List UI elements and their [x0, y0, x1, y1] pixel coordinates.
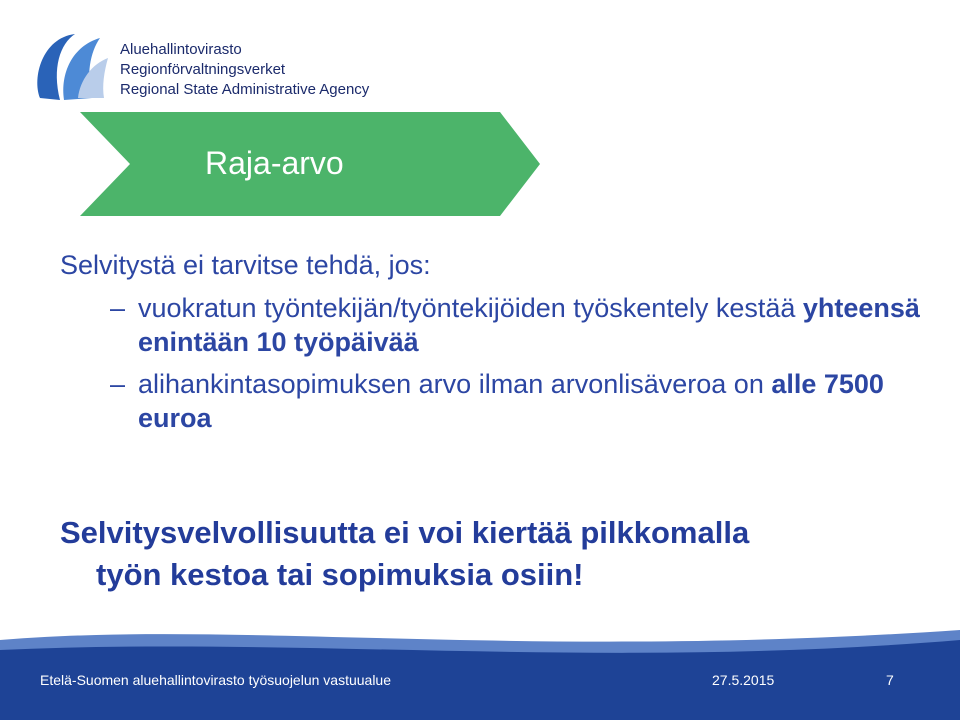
- list-item: [60, 367, 940, 435]
- page-number: 7: [886, 672, 894, 688]
- list-item: [60, 291, 940, 359]
- org-name-swedish: Regionförvaltningsverket: [120, 61, 286, 78]
- footer-date: 27.5.2015: [712, 672, 775, 688]
- footer-organization: Etelä-Suomen aluehallintovirasto työsuojelun vastuualue: [40, 672, 391, 688]
- item-bold-text: yhteensä enintään 10 työpäivää: [138, 293, 920, 357]
- dash-bullet: –: [110, 369, 126, 399]
- emphasis-line-1: Selvitysvelvollisuutta ei voi kiertää pilkkomalla: [60, 515, 750, 550]
- org-name-finnish: Aluehallintovirasto: [120, 41, 242, 58]
- slide-title: Raja-arvo: [205, 145, 344, 181]
- org-name-english: Regional State Administrative Agency: [120, 81, 370, 98]
- lead-text: Selvitystä ei tarvitse tehdä, jos:: [60, 250, 431, 280]
- slide-content: [60, 250, 940, 443]
- footer-band: [0, 600, 960, 720]
- emphasis-line-2: työn kestoa tai sopimuksia osiin!: [96, 557, 584, 592]
- item-text: vuokratun työntekijän/työntekijöiden työskentely kestää: [138, 293, 803, 323]
- organization-name: [120, 40, 369, 100]
- emphasis-statement: [60, 512, 940, 596]
- agency-logo-icon: [30, 28, 110, 108]
- dash-bullet: –: [110, 293, 126, 323]
- item-bold-text: alle 7500 euroa: [138, 369, 884, 433]
- item-text: alihankintasopimuksen arvo ilman arvonlisäveroa on: [138, 369, 772, 399]
